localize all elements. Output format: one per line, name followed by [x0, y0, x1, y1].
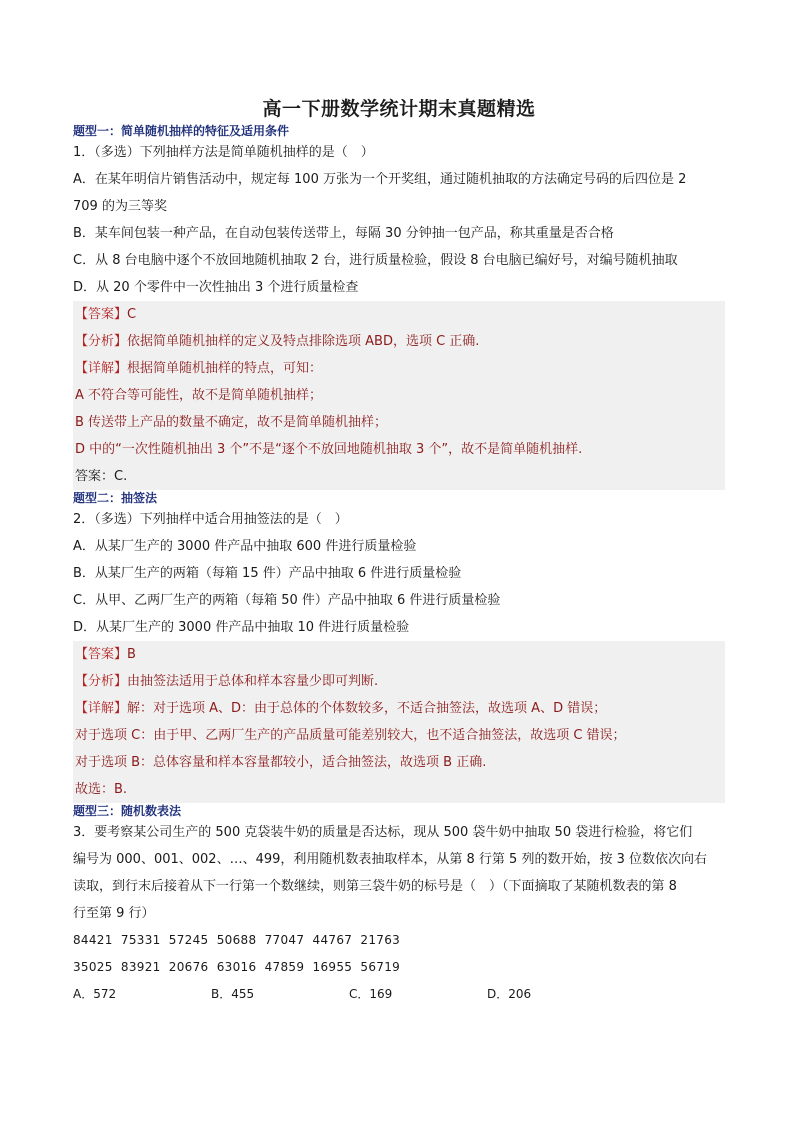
detail-line: A 不符合等可能性，故不是简单随机抽样； [75, 388, 323, 403]
option-1b: B．某车间包装一种产品，在自动包装传送带上，每隔 30 分钟抽一包产品，称其重量是否合格 [73, 226, 614, 241]
option-2c: C．从甲、乙两厂生产的两箱（每箱 50 件）产品中抽取 6 件进行质量检验 [73, 593, 501, 608]
random-number-row-9: 35025 83921 20676 63016 47859 16955 56719 [73, 960, 401, 974]
analysis-tag: 【分析】 [75, 674, 128, 689]
question-1: 1．（多选）下列抽样方法是简单随机抽样的是（ ） [73, 145, 374, 160]
option-1c: C．从 8 台电脑中逐个不放回地随机抽取 2 台，进行质量检验，假设 8 台电脑已编好号，对编号随机抽取 [73, 253, 678, 268]
section-heading-3: 题型三：随机数表法 [73, 804, 182, 818]
analysis-tag: 【分析】 [75, 334, 128, 349]
analysis-text: 依据简单随机抽样的定义及特点排除选项 ABD，选项 C 正确. [127, 334, 480, 349]
choice-a: A．572 [73, 987, 117, 1001]
option-1a-cont: 709 的为三等奖 [73, 199, 167, 214]
choice-d: D．206 [487, 987, 532, 1001]
detail-1 [75, 355, 723, 382]
random-number-row-8: 84421 75331 57245 50688 77047 44767 21763 [73, 933, 401, 947]
choice-c: C．169 [349, 987, 393, 1001]
option-2d: D．从某厂生产的 3000 件产品中抽取 10 件进行质量检验 [73, 620, 410, 635]
final-answer-2: 故选：B. [75, 782, 128, 797]
answer-2 [75, 641, 723, 668]
answer-text: B [127, 647, 136, 662]
section-heading-2: 题型二：抽签法 [73, 491, 158, 505]
answer-1 [75, 301, 723, 328]
question-3-line: 编号为 000、001、002、…、499，利用随机数表抽取样本，从第 8 行第 5 列的数开始，按 3 位数依次向右 [73, 852, 707, 867]
detail-text: 根据简单随机抽样的特点，可知： [127, 361, 323, 376]
solution-block-2 [73, 641, 725, 803]
document-page [73, 96, 725, 1008]
detail-line: 对于选项 B：总体容量和样本容量都较小，适合抽签法，故选项 B 正确. [75, 755, 487, 770]
detail-tag: 【详解】 [75, 361, 128, 376]
question-3-line: 读取，到行末后接着从下一行第一个数继续，则第三袋牛奶的标号是（ ）（下面摘取了某随机数表的第 8 [73, 879, 677, 894]
option-2a: A．从某厂生产的 3000 件产品中抽取 600 件进行质量检验 [73, 539, 417, 554]
option-1d: D．从 20 个零件中一次性抽出 3 个进行质量检查 [73, 280, 359, 295]
question-3-line: 3．要考察某公司生产的 500 克袋装牛奶的质量是否达标，现从 500 袋牛奶中抽取 50 袋进行检验，将它们 [73, 825, 693, 840]
choice-row [73, 981, 725, 1008]
analysis-2 [75, 668, 723, 695]
detail-tag: 【详解】 [75, 701, 128, 716]
detail-line: D 中的“一次性随机抽出 3 个”不是“逐个不放回地随机抽取 3 个”，故不是简单随机抽样. [75, 442, 583, 457]
analysis-1 [75, 328, 723, 355]
detail-line: 对于选项 C：由于甲、乙两厂生产的产品质量可能差别较大，也不适合抽签法，故选项 C 错误； [75, 728, 626, 743]
answer-text: C [127, 307, 137, 322]
detail-text: 解：对于选项 A、D：由于总体的个体数较多，不适合抽签法，故选项 A、D 错误； [127, 701, 607, 716]
choice-b: B．455 [211, 987, 255, 1001]
question-2: 2．（多选）下列抽样中适合用抽签法的是（ ） [73, 512, 348, 527]
option-1a: A．在某年明信片销售活动中，规定每 100 万张为一个开奖组，通过随机抽取的方法确定号码的后四位是 2 [73, 172, 687, 187]
solution-block-1 [73, 301, 725, 490]
final-answer-1: 答案：C. [75, 469, 128, 484]
detail-2 [75, 695, 723, 722]
analysis-text: 由抽签法适用于总体和样本容量少即可判断. [127, 674, 379, 689]
page-title: 高一下册数学统计期末真题精选 [262, 98, 536, 120]
option-2b: B．从某厂生产的两箱（每箱 15 件）产品中抽取 6 件进行质量检验 [73, 566, 462, 581]
answer-tag: 【答案】 [75, 307, 128, 322]
detail-line: B 传送带上产品的数量不确定，故不是简单随机抽样； [75, 415, 388, 430]
answer-tag: 【答案】 [75, 647, 128, 662]
question-3-line: 行至第 9 行） [73, 906, 155, 921]
section-heading-1: 题型一：简单随机抽样的特征及适用条件 [73, 124, 290, 138]
